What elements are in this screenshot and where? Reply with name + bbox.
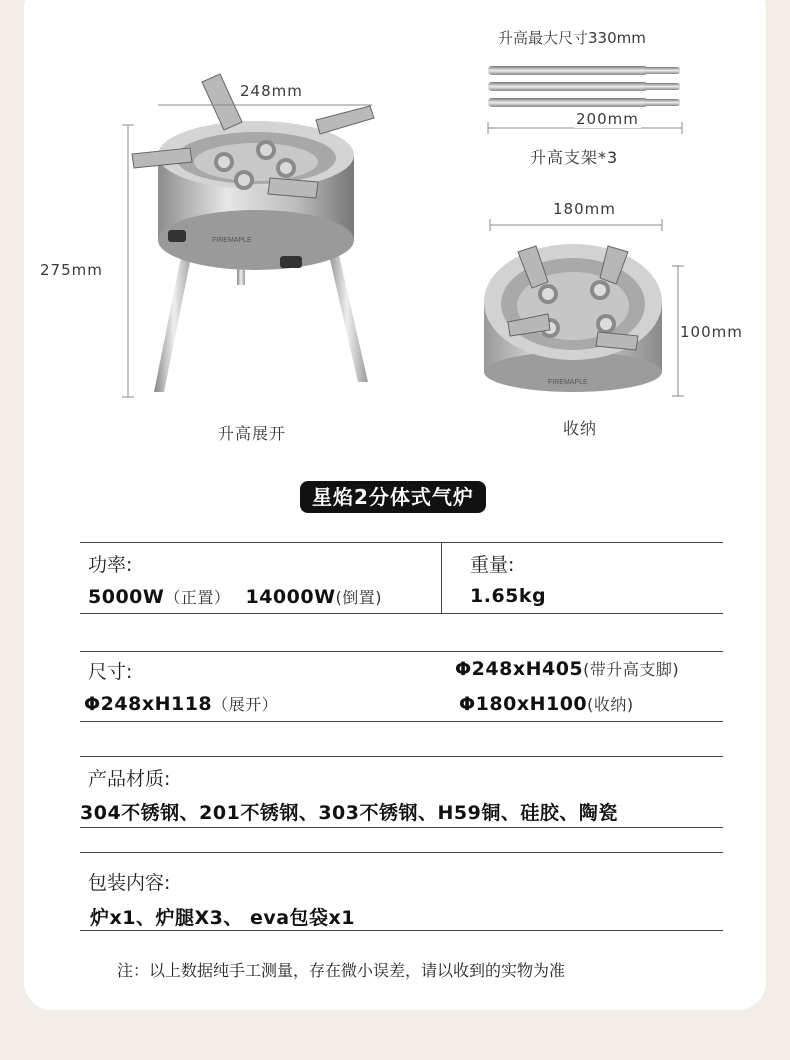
package-label: 包装内容: <box>88 872 171 894</box>
brand-mark-packed: FIREMAPLE <box>548 379 588 386</box>
power-label: 功率: <box>88 554 133 576</box>
divider <box>80 852 723 853</box>
brand-mark: FIREMAPLE <box>212 237 252 244</box>
weight-value: 1.65kg <box>470 585 547 607</box>
legs-max-label: 升高最大尺寸330mm <box>498 29 646 47</box>
material-label: 产品材质: <box>88 768 171 790</box>
stove-expanded-caption: 升高展开 <box>218 424 287 443</box>
height-dimension-line <box>118 105 148 405</box>
width-dimension-line <box>150 98 380 112</box>
divider <box>80 613 723 614</box>
weight-label: 重量: <box>470 554 515 576</box>
column-divider <box>441 542 442 613</box>
divider <box>80 721 723 722</box>
packed-caption: 收纳 <box>563 419 598 438</box>
divider <box>80 930 723 931</box>
divider <box>80 756 723 757</box>
power-value: 5000W（正置） 14000W(倒置) <box>88 586 383 608</box>
size-unfolded: Φ248xH118（展开） <box>84 693 279 715</box>
divider <box>80 827 723 828</box>
stove-expanded-image <box>120 70 390 410</box>
packed-width-label: 180mm <box>553 200 616 218</box>
product-title: 星焰2分体式气炉 <box>300 481 486 513</box>
legs-caption: 升高支架*3 <box>530 148 619 167</box>
material-value: 304不锈钢、201不锈钢、303不锈钢、H59铜、硅胶、陶瓷 <box>80 802 618 824</box>
package-value: 炉x1、炉腿X3、 eva包袋x1 <box>90 907 356 929</box>
stove-width-label: 248mm <box>240 82 303 100</box>
size-label: 尺寸: <box>88 661 133 683</box>
divider <box>80 651 723 652</box>
stove-height-label: 275mm <box>40 261 103 279</box>
packed-height-label: 100mm <box>680 323 743 341</box>
legs-length-label: 200mm <box>576 110 639 128</box>
stove-packed-image <box>478 232 668 402</box>
size-packed: Φ180xH100(收纳) <box>459 693 634 715</box>
footnote: 注：以上数据纯手工测量，存在微小误差，请以收到的实物为准 <box>117 961 566 980</box>
packed-width-line <box>486 218 666 232</box>
size-with-legs: Φ248xH405(带升高支脚) <box>455 658 680 680</box>
divider <box>80 542 723 543</box>
